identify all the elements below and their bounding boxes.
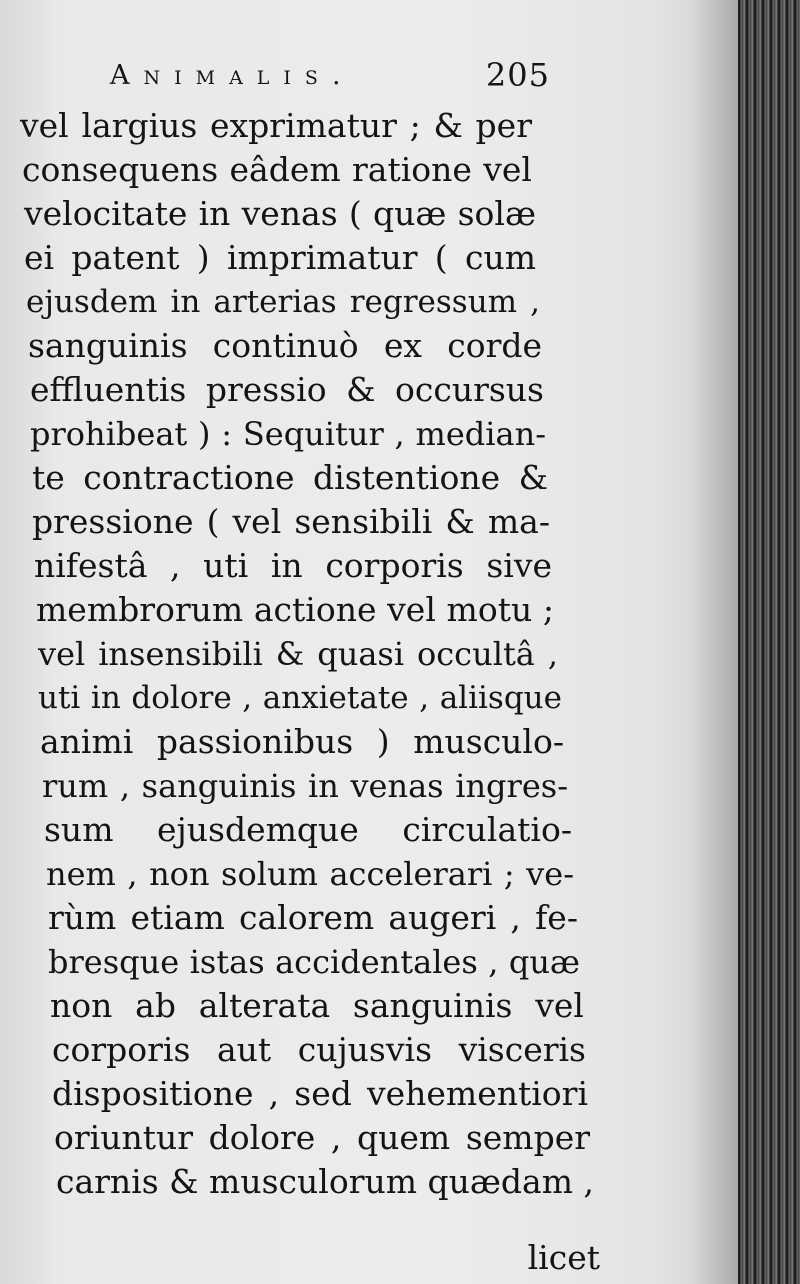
page-header bbox=[110, 52, 550, 102]
text-line: oriuntur dolore , quem semper bbox=[54, 1118, 590, 1157]
text-line: carnis & musculorum quædam , bbox=[56, 1162, 594, 1201]
text-line: velocitate in venas ( quæ solæ bbox=[24, 194, 536, 233]
text-line: sanguinis continuò ex corde bbox=[28, 326, 542, 365]
text-line: pressione ( vel sensibili & ma- bbox=[32, 502, 550, 541]
text-line: nem , non solum accelerari ; ve- bbox=[46, 855, 574, 893]
text-line: non ab alterata sanguinis vel bbox=[50, 986, 584, 1025]
text-line: corporis aut cujusvis visceris bbox=[52, 1030, 586, 1069]
text-line: ejusdem in arterias regressum , bbox=[26, 284, 540, 320]
text-line: uti in dolore , anxietate , aliisque bbox=[38, 680, 562, 716]
text-line: membrorum actione vel motu ; bbox=[36, 590, 554, 629]
text-line: vel largius exprimatur ; & per bbox=[20, 106, 532, 145]
text-line: rum , sanguinis in venas ingres- bbox=[42, 767, 568, 805]
text-line: consequens eâdem ratione vel bbox=[22, 150, 532, 189]
book-fore-edge bbox=[738, 0, 800, 1284]
text-line: nifestâ , uti in corporis sive bbox=[34, 546, 552, 585]
text-line: sum ejusdemque circulatio- bbox=[44, 810, 572, 849]
text-line: rùm etiam calorem augeri , fe- bbox=[48, 898, 578, 937]
text-line: bresque istas accidentales , quæ bbox=[48, 943, 580, 981]
text-line: te contractione distentione & bbox=[32, 458, 548, 497]
text-line: ei patent ) imprimatur ( cum bbox=[24, 238, 536, 277]
page-number: 205 bbox=[485, 56, 550, 94]
body-text bbox=[0, 98, 738, 1278]
text-line: animi passionibus ) musculo- bbox=[40, 722, 564, 761]
text-line: prohibeat ) : Sequitur , median- bbox=[30, 415, 546, 453]
text-line: effluentis pressio & occursus bbox=[30, 370, 544, 409]
text-line: dispositione , sed vehementiori bbox=[52, 1074, 588, 1113]
text-line: vel insensibili & quasi occultâ , bbox=[38, 635, 558, 673]
running-head: Animalis. bbox=[110, 60, 355, 91]
catchword: licet bbox=[527, 1238, 600, 1277]
